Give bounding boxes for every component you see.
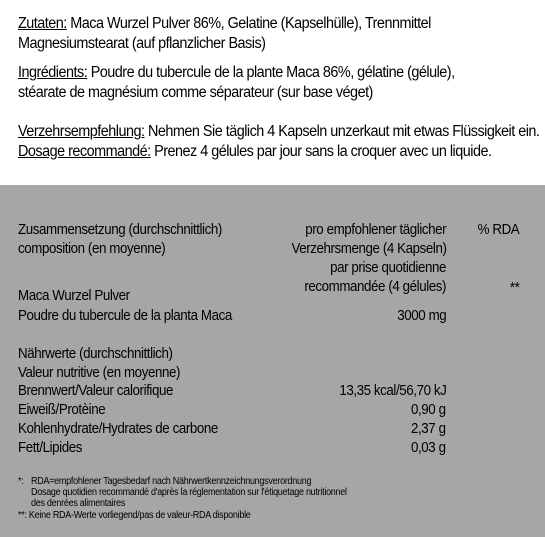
label-text-section: [0, 0, 545, 185]
serving-header-4: recommandée (4 gélules): [304, 279, 446, 295]
dosage-fr-label: Dosage recommandé:: [18, 143, 151, 160]
footnote-1-marker: *:: [18, 476, 24, 487]
ingredients-de-text: Maca Wurzel Pulver 86%, Gelatine (Kapselhülle), Trennmittel: [66, 15, 431, 32]
rda-header: % RDA: [477, 222, 519, 238]
dosage-de-text: Nehmen Sie täglich 4 Kapseln unzerkaut mit etwas Flüssigkeit ein.: [144, 123, 540, 140]
ingredients-fr-text: Poudre du tubercule de la plante Maca 86%, gélatine (gélule),: [87, 64, 455, 81]
serving-header-2: Verzehrsmenge (4 Kapseln): [290, 241, 446, 257]
dosage-de-label: Verzehrsempfehlung:: [18, 123, 145, 140]
ingredients-fr-label: Ingrédients:: [18, 64, 88, 81]
footnote-2: **: Keine RDA-Werte vorliegend/pas de valeur-RDA disponible: [18, 510, 251, 521]
carbs-value: 2,37 g: [411, 421, 446, 437]
maca-name-de: Maca Wurzel Pulver: [18, 288, 130, 304]
footnote-1-line3: des denrées alimentaires: [31, 498, 126, 509]
fat-label: Fett/Lipides: [18, 440, 82, 456]
ingredients-de-line2: Magnesiumstearat (auf pflanzlicher Basis): [18, 35, 266, 52]
ingredients-fr-line2: stéarate de magnésium comme séparateur (sur base véget): [18, 84, 373, 101]
dosage-fr: [18, 142, 508, 162]
serving-header-3: par prise quotidienne: [330, 260, 446, 276]
fat-value: 0,03 g: [411, 440, 446, 456]
footnote-1-line1: RDA=empfohlener Tagesbedarf nach Nährwertkennzeichnungsverordnung: [31, 476, 312, 487]
composition-header-de: Zusammensetzung (durchschnittlich): [18, 222, 222, 238]
ingredients-de-label: Zutaten:: [18, 15, 67, 32]
energy-label: Brennwert/Valeur calorifique: [18, 383, 174, 399]
ingredients-fr: [18, 63, 508, 83]
energy-value: 13,35 kcal/56,70 kJ: [338, 383, 446, 399]
nutrition-title-de: Nährwerte (durchschnittlich): [18, 346, 173, 362]
footnote-1-line2: Dosage quotidien recommandé d'après la réglementation sur l'étiquetage nutritionnel: [31, 487, 347, 498]
dosage-de: [18, 122, 540, 142]
maca-value: 3000 mg: [396, 308, 446, 324]
protein-value: 0,90 g: [411, 402, 446, 418]
composition-header-fr: composition (en moyenne): [18, 241, 166, 257]
nutrition-table: [0, 185, 545, 537]
rda-marker: **: [509, 280, 519, 296]
maca-name-fr: Poudre du tubercule de la planta Maca: [18, 308, 232, 324]
serving-header-1: pro empfohlener täglicher: [305, 222, 446, 238]
carbs-label: Kohlenhydrate/Hydrates de carbone: [18, 421, 218, 437]
dosage-fr-text: Prenez 4 gélules par jour sans la croquer avec un liquide.: [150, 143, 492, 160]
protein-label: Eiweiß/Protèine: [18, 402, 106, 418]
nutrition-title-fr: Valeur nutritive (en moyenne): [18, 365, 181, 381]
ingredients-de: [18, 14, 508, 34]
